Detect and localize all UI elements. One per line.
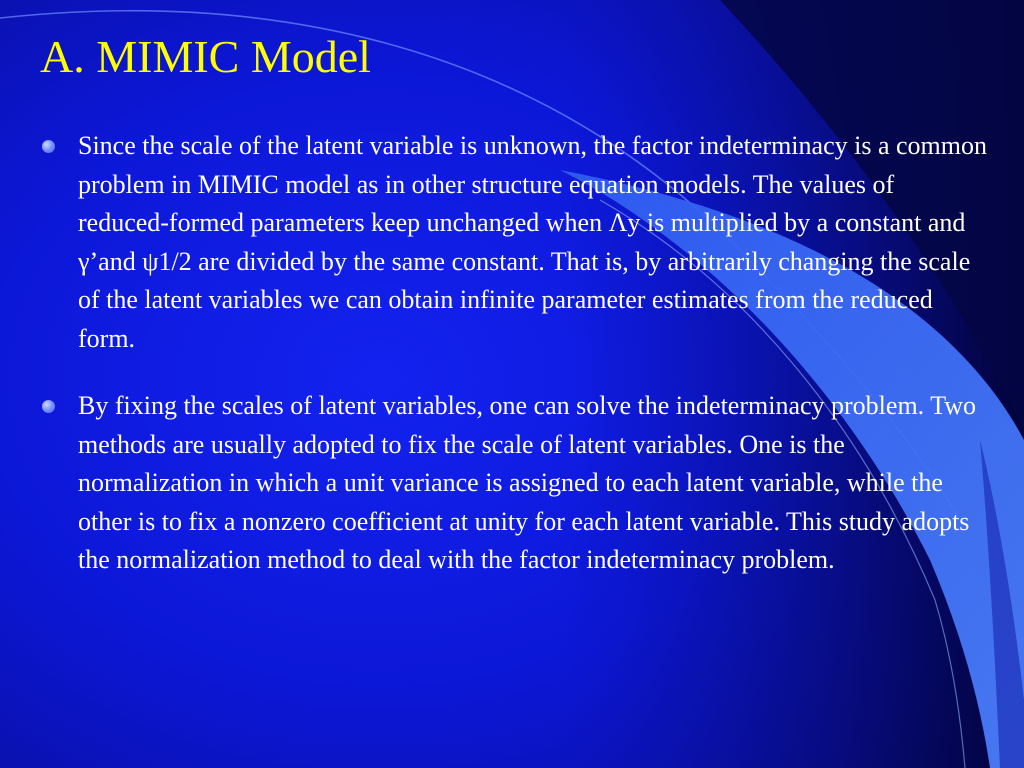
bullet-text: Since the scale of the latent variable is unknown, the factor indeterminacy is a common problem in MIMIC model as in other structure equation models. The values of reduced-formed parameters keep unchanged when Λy is multiplied by a constant and γ’and ψ1/2 are divided by the same constant. That is, by arbitrarily changing the scale of the latent variables we can obtain infinite parameter estimates from the reduced form. <box>78 131 987 353</box>
bullet-dot-icon <box>42 140 55 153</box>
bullet-dot-icon <box>42 400 55 413</box>
slide-title: A. MIMIC Model <box>40 31 371 82</box>
bullet-text: By fixing the scales of latent variables, one can solve the indeterminacy problem. Two methods are usually adopted to fix the scale of latent variables. One is the normalization in which a unit variance is assigned to each latent variable, while the other is to fix a nonzero coefficient at unity for each latent variable. This study adopts the normalization method to deal with the factor indeterminacy problem. <box>78 391 977 574</box>
bullet-list <box>40 127 990 580</box>
bullet-item-factor-indeterminacy <box>40 127 990 358</box>
bullet-item-fixing-scales <box>40 387 990 580</box>
